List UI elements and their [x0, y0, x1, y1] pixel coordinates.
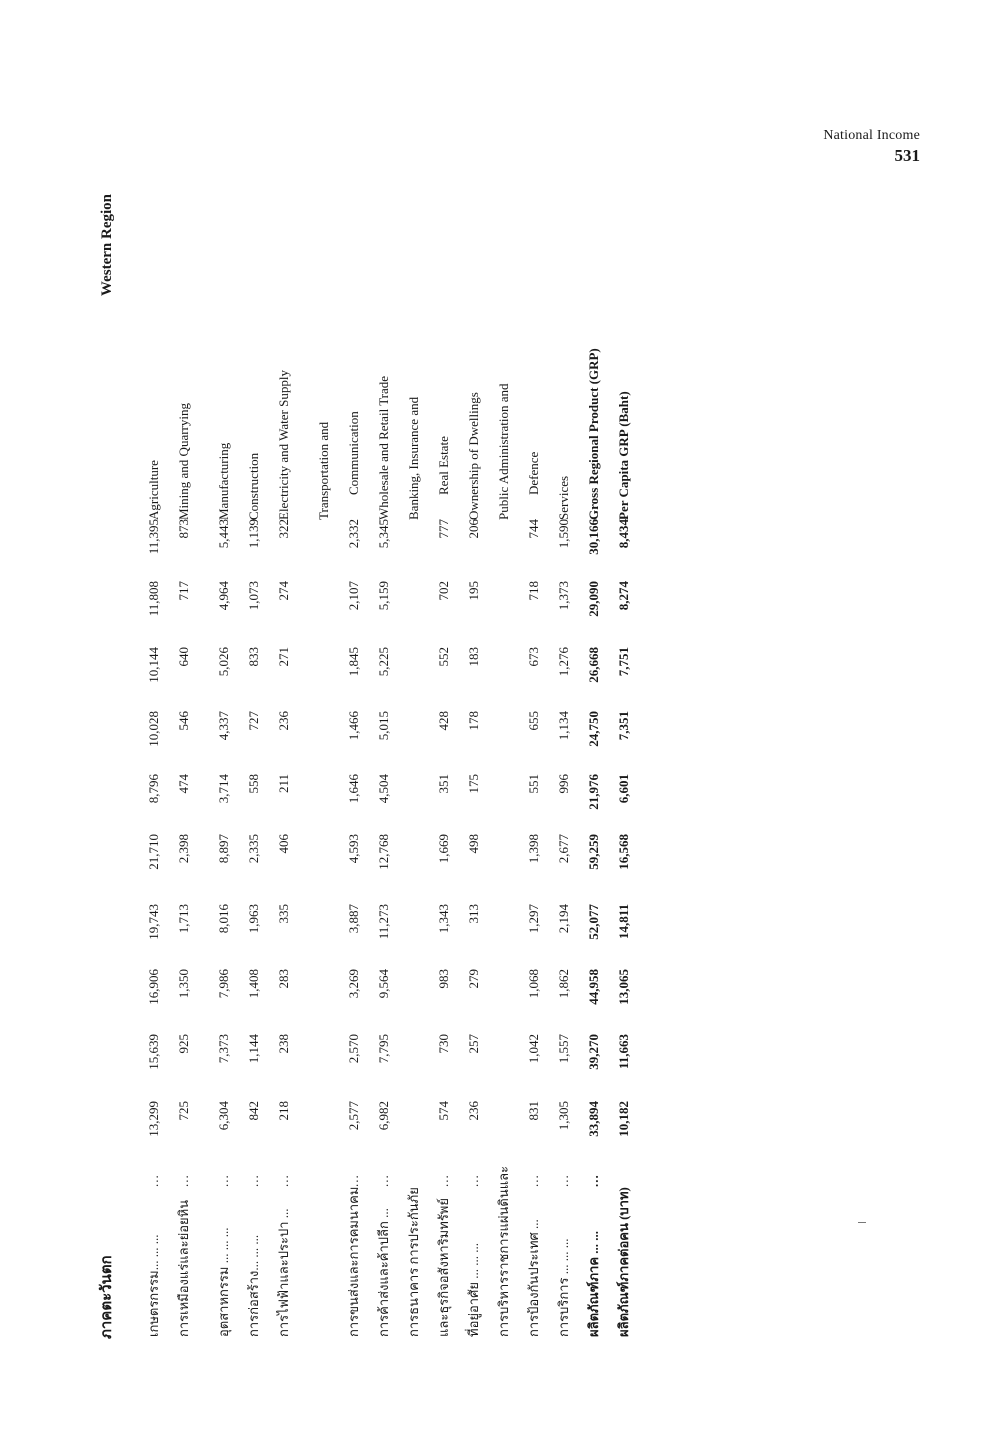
- row-label-english: Communication: [346, 411, 361, 495]
- value-cell: 10,028: [146, 711, 161, 747]
- value-cell: 14,811: [616, 904, 631, 940]
- row-label-thai-text: และธุรกิจอสังหาริมทรัพย์: [436, 1198, 451, 1337]
- table-row: [489, 180, 519, 1345]
- value-cell: 428: [436, 711, 451, 731]
- value-cell: 717: [176, 581, 191, 601]
- value-cell: 873: [176, 519, 191, 539]
- value-cell: 195: [466, 581, 481, 601]
- table-row: [579, 180, 609, 1345]
- table-row: [369, 180, 399, 1345]
- row-label-english: Real Estate: [436, 436, 451, 495]
- value-cell: 3,714: [216, 774, 231, 804]
- value-cell: 4,337: [216, 711, 231, 741]
- table-title-english: Western Region: [99, 194, 115, 297]
- value-cell: 574: [436, 1101, 451, 1121]
- value-cell: 1,350: [176, 969, 191, 999]
- leader-dots: ...: [346, 1174, 361, 1187]
- table-row: [609, 180, 639, 1345]
- value-cell: 1,073: [246, 581, 261, 611]
- row-label-thai-text: ผลิตภัณฑ์ภาคต่อคน (บาท): [616, 1187, 631, 1337]
- value-cell: 351: [436, 774, 451, 794]
- value-cell: 175: [466, 774, 481, 794]
- value-cell: 21,976: [586, 774, 601, 810]
- value-cell: 1,466: [346, 711, 361, 741]
- value-cell: 1,557: [556, 1034, 571, 1064]
- table-row: [269, 180, 299, 1345]
- value-cell: 1,139: [246, 519, 261, 549]
- value-cell: 3,269: [346, 969, 361, 999]
- value-cell: 996: [556, 774, 571, 794]
- value-cell: 1,343: [436, 904, 451, 934]
- row-label-english: Manufacturing: [216, 442, 231, 520]
- value-cell: 8,434: [616, 519, 631, 549]
- value-cell: 11,808: [146, 581, 161, 617]
- leader-dots: ...: [526, 1174, 541, 1187]
- value-cell: 546: [176, 711, 191, 731]
- row-label-english: Wholesale and Retail Trade: [376, 375, 391, 520]
- value-cell: 8,274: [616, 581, 631, 611]
- value-cell: 8,897: [216, 834, 231, 864]
- value-cell: 13,065: [616, 969, 631, 1005]
- value-cell: 313: [466, 904, 481, 924]
- row-label-english: Electricity and Water Supply: [276, 370, 291, 520]
- value-cell: 24,750: [586, 711, 601, 747]
- value-cell: 59,259: [586, 834, 601, 870]
- value-cell: 1,646: [346, 774, 361, 804]
- table-row: [309, 180, 339, 1345]
- value-cell: 730: [436, 1034, 451, 1054]
- value-cell: 4,593: [346, 834, 361, 864]
- table-row: [169, 180, 199, 1345]
- value-cell: 21,710: [146, 834, 161, 870]
- leader-dots: ...: [276, 1174, 291, 1187]
- value-cell: 10,144: [146, 647, 161, 683]
- value-cell: 2,577: [346, 1101, 361, 1131]
- value-cell: 271: [276, 647, 291, 667]
- table-row: [519, 180, 549, 1345]
- value-cell: 16,568: [616, 834, 631, 870]
- row-label-english: Defence: [526, 451, 541, 495]
- row-label-thai-text: เกษตรกรรม... ... ...: [146, 1234, 161, 1337]
- value-cell: 551: [526, 774, 541, 794]
- table-row: [549, 180, 579, 1345]
- leader-dots: ...: [586, 1174, 601, 1187]
- table-row: [399, 180, 429, 1345]
- value-cell: 831: [526, 1101, 541, 1121]
- value-cell: 5,159: [376, 581, 391, 611]
- value-cell: 1,068: [526, 969, 541, 999]
- value-cell: 2,677: [556, 834, 571, 864]
- value-cell: 1,713: [176, 904, 191, 934]
- value-cell: 3,887: [346, 904, 361, 934]
- value-cell: 1,590: [556, 519, 571, 549]
- value-cell: 2,570: [346, 1034, 361, 1064]
- value-cell: 1,398: [526, 834, 541, 864]
- row-label-thai-text: การบริหารราชการแผ่นดินและ: [496, 1165, 511, 1337]
- value-cell: 218: [276, 1101, 291, 1121]
- row-label-english: Mining and Quarrying: [176, 403, 191, 520]
- page-number: 531: [894, 146, 920, 165]
- value-cell: 1,144: [246, 1034, 261, 1064]
- value-cell: 322: [276, 519, 291, 539]
- value-cell: 33,894: [586, 1101, 601, 1137]
- leader-dots: ...: [436, 1174, 451, 1187]
- leader-dots: ...: [376, 1174, 391, 1187]
- value-cell: 274: [276, 581, 291, 601]
- value-cell: 833: [246, 647, 261, 667]
- value-cell: 925: [176, 1034, 191, 1054]
- value-cell: 44,958: [586, 969, 601, 1005]
- value-cell: 5,345: [376, 519, 391, 549]
- value-cell: 558: [246, 774, 261, 794]
- value-cell: 39,270: [586, 1034, 601, 1070]
- value-cell: 236: [466, 1101, 481, 1121]
- value-cell: 2,335: [246, 834, 261, 864]
- table-title-thai: ภาคตะวันตก: [99, 1255, 115, 1339]
- row-label-thai-text: การธนาคาร การประกันภัย: [406, 1187, 421, 1337]
- value-cell: 5,015: [376, 711, 391, 741]
- row-label-english: Services: [556, 475, 571, 520]
- row-label-thai: [399, 1097, 429, 1337]
- leader-dots: ...: [466, 1174, 481, 1187]
- row-label-english: Agriculture: [146, 460, 161, 520]
- value-cell: 1,305: [556, 1101, 571, 1131]
- value-cell: 238: [276, 1034, 291, 1054]
- value-cell: 8,796: [146, 774, 161, 804]
- value-cell: 5,443: [216, 519, 231, 549]
- value-cell: 7,351: [616, 711, 631, 741]
- region-table: [85, 180, 631, 1345]
- value-cell: 725: [176, 1101, 191, 1121]
- row-label-thai: [489, 1097, 519, 1337]
- value-cell: 19,743: [146, 904, 161, 940]
- value-cell: 777: [436, 519, 451, 539]
- value-cell: 7,986: [216, 969, 231, 999]
- value-cell: 2,332: [346, 519, 361, 549]
- table-row: [209, 180, 239, 1345]
- value-cell: 29,090: [586, 581, 601, 617]
- value-cell: 718: [526, 581, 541, 601]
- row-label-thai-text: การบริการ ... ... ...: [556, 1238, 571, 1337]
- page-subtitle: National Income: [823, 128, 920, 143]
- value-cell: 1,134: [556, 711, 571, 741]
- value-cell: 178: [466, 711, 481, 731]
- value-cell: 283: [276, 969, 291, 989]
- table-row: [339, 180, 369, 1345]
- value-cell: 498: [466, 834, 481, 854]
- row-label-english: Banking, Insurance and: [406, 396, 421, 520]
- value-cell: 7,373: [216, 1034, 231, 1064]
- value-cell: 673: [526, 647, 541, 667]
- value-cell: 206: [466, 519, 481, 539]
- leader-dots: ...: [176, 1174, 191, 1187]
- value-cell: 2,194: [556, 904, 571, 934]
- leader-dots: ...: [556, 1174, 571, 1187]
- table-row: [459, 180, 489, 1345]
- row-label-thai-text: การเหมืองแร่และย่อยหิน: [176, 1199, 191, 1337]
- value-cell: 257: [466, 1034, 481, 1054]
- value-cell: 5,225: [376, 647, 391, 677]
- table-row: [139, 180, 169, 1345]
- value-cell: 1,042: [526, 1034, 541, 1064]
- value-cell: 744: [526, 519, 541, 539]
- row-label-thai-text: การไฟฟ้าและประปา ...: [276, 1208, 291, 1337]
- row-label-thai-text: การค้าส่งและค้าปลีก ...: [376, 1208, 391, 1337]
- value-cell: 335: [276, 904, 291, 924]
- row-label-thai-text: การป้องกันประเทศ ...: [526, 1219, 541, 1337]
- leader-dots: ...: [216, 1174, 231, 1187]
- value-cell: 1,963: [246, 904, 261, 934]
- value-cell: 1,408: [246, 969, 261, 999]
- row-label-thai-text: ผลิตภัณฑ์ภาค ... ...: [586, 1230, 601, 1337]
- value-cell: 6,601: [616, 774, 631, 804]
- value-cell: 1,297: [526, 904, 541, 934]
- value-cell: 1,669: [436, 834, 451, 864]
- value-cell: 655: [526, 711, 541, 731]
- value-cell: 7,795: [376, 1034, 391, 1064]
- value-cell: 52,077: [586, 904, 601, 940]
- value-cell: 8,016: [216, 904, 231, 934]
- value-cell: 1,845: [346, 647, 361, 677]
- value-cell: 236: [276, 711, 291, 731]
- leader-dots: ...: [246, 1174, 261, 1187]
- value-cell: 279: [466, 969, 481, 989]
- table-row: [239, 180, 269, 1345]
- value-cell: 183: [466, 647, 481, 667]
- page-header: [823, 128, 920, 166]
- value-cell: 6,982: [376, 1101, 391, 1131]
- value-cell: 11,395: [146, 519, 161, 555]
- value-cell: 26,668: [586, 647, 601, 683]
- value-cell: 6,304: [216, 1101, 231, 1131]
- row-label-english: Per Capita GRP (Baht): [616, 391, 631, 520]
- value-cell: 552: [436, 647, 451, 667]
- row-label-english: Gross Regional Product (GRP): [586, 348, 601, 520]
- row-label-thai-text: การขนส่งและการคมนาคม: [346, 1186, 361, 1337]
- value-cell: 702: [436, 581, 451, 601]
- row-label-english: Ownership of Dwellings: [466, 392, 481, 520]
- value-cell: 30,166: [586, 519, 601, 555]
- value-cell: 9,564: [376, 969, 391, 999]
- value-cell: 1,862: [556, 969, 571, 999]
- value-cell: 983: [436, 969, 451, 989]
- value-cell: 16,906: [146, 969, 161, 1005]
- row-label-english: Construction: [246, 452, 261, 520]
- value-cell: 7,751: [616, 647, 631, 677]
- value-cell: 4,964: [216, 581, 231, 611]
- value-cell: 2,107: [346, 581, 361, 611]
- value-cell: 4,504: [376, 774, 391, 804]
- table-row: [429, 180, 459, 1345]
- value-cell: 2,398: [176, 834, 191, 864]
- value-cell: 15,639: [146, 1034, 161, 1070]
- value-cell: 12,768: [376, 834, 391, 870]
- value-cell: 5,026: [216, 647, 231, 677]
- value-cell: 13,299: [146, 1101, 161, 1137]
- value-cell: 406: [276, 834, 291, 854]
- value-cell: 211: [276, 774, 291, 794]
- row-label-thai-text: ที่อยู่อาศัย ... ... ...: [466, 1243, 481, 1337]
- value-cell: 10,182: [616, 1101, 631, 1137]
- value-cell: 1,373: [556, 581, 571, 611]
- row-label-english: Transportation and: [316, 421, 331, 520]
- value-cell: 640: [176, 647, 191, 667]
- value-cell: 474: [176, 774, 191, 794]
- row-label-english: Public Administration and: [496, 383, 511, 520]
- row-label-thai-text: การก่อสร้าง... ... ...: [246, 1234, 261, 1337]
- value-cell: 842: [246, 1101, 261, 1121]
- value-cell: 11,273: [376, 904, 391, 940]
- row-label-thai-text: อุตสาหกรรม ... ... ...: [216, 1227, 231, 1337]
- leader-dots: ...: [146, 1174, 161, 1187]
- value-cell: 1,276: [556, 647, 571, 677]
- value-cell: 11,663: [616, 1034, 631, 1070]
- scan-mark: [858, 1222, 866, 1223]
- value-cell: 727: [246, 711, 261, 731]
